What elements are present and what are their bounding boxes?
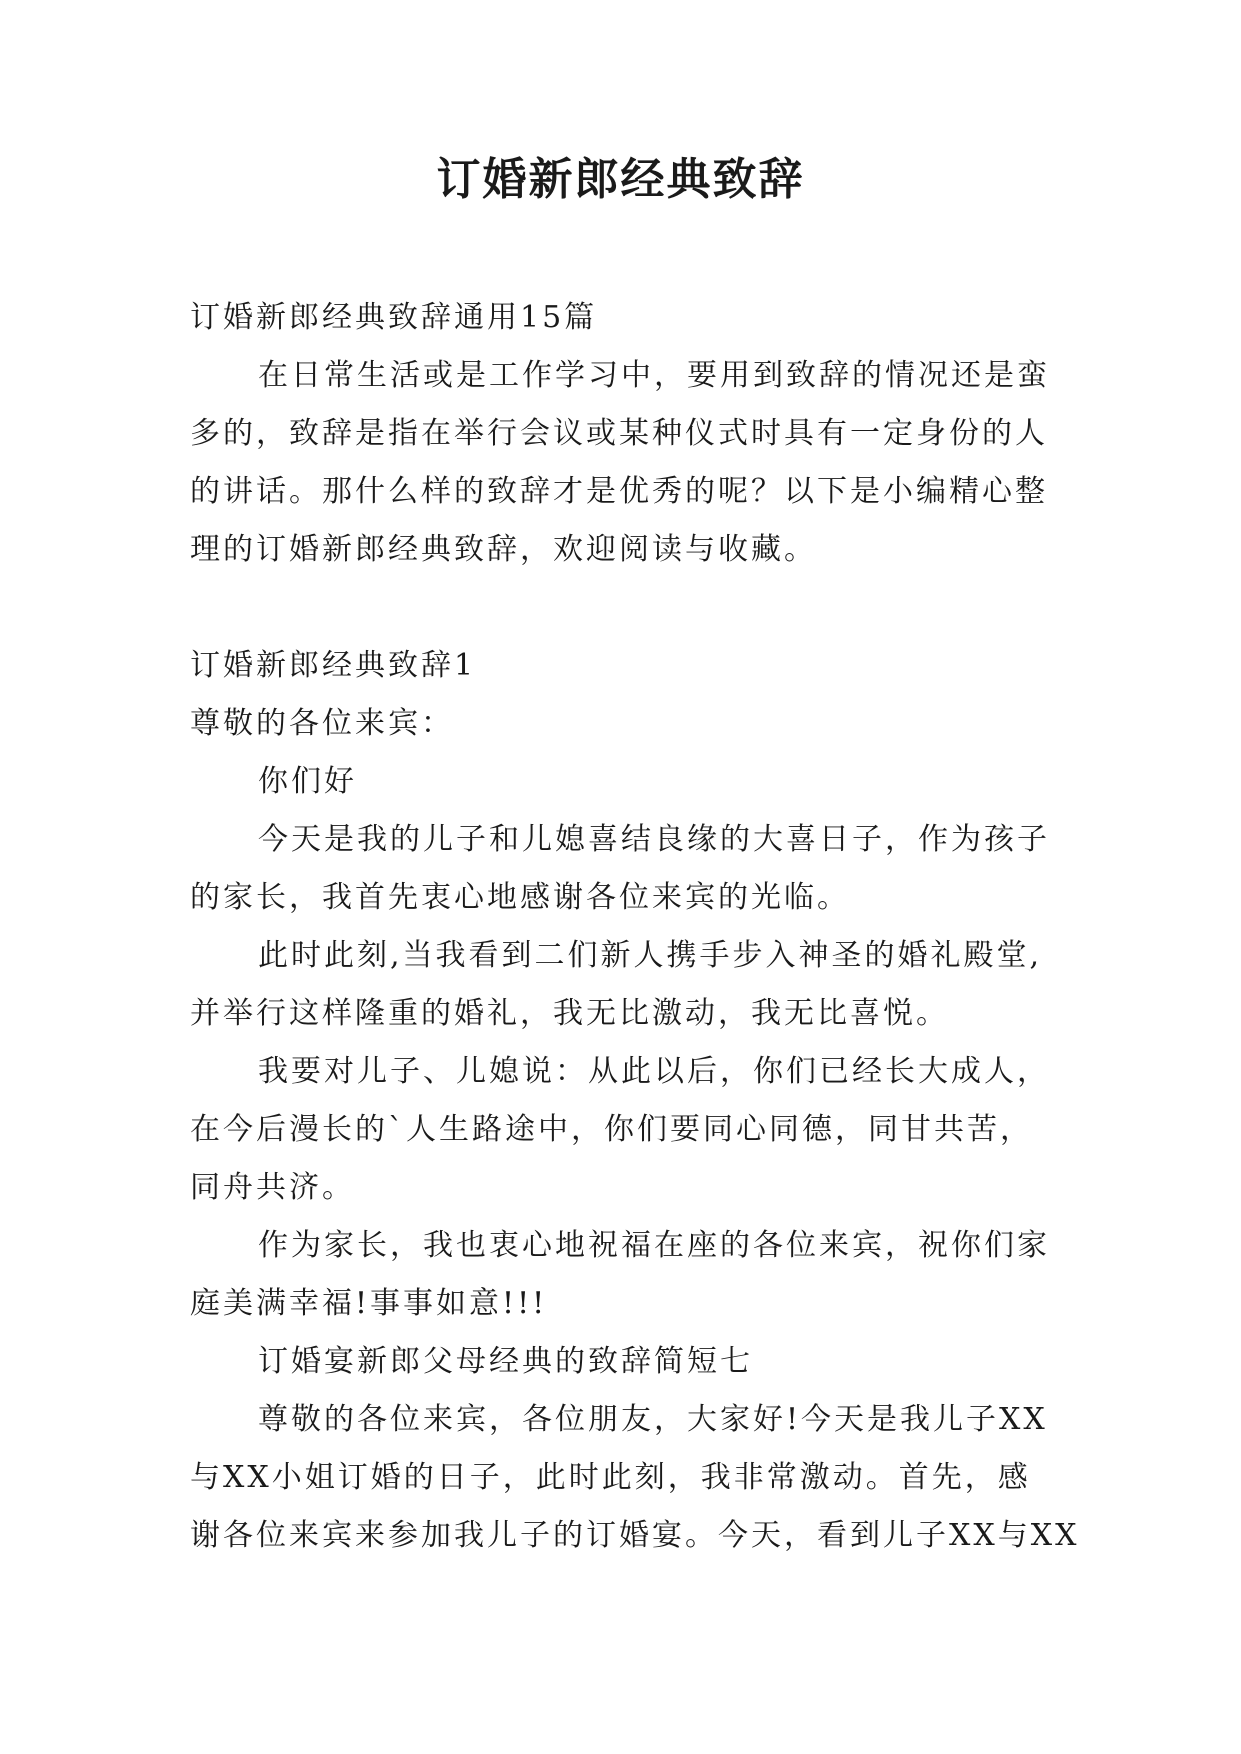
document-body [190, 289, 1080, 1565]
text-line: 的家长，我首先衷心地感谢各位来宾的光临。 [190, 880, 850, 915]
paragraph-spacer [190, 579, 1065, 637]
text-line: 我要对儿子、儿媳说：从此以后，你们已经长大成人， [258, 1054, 1050, 1089]
text-line: 理的订婚新郎经典致辞，欢迎阅读与收藏。 [190, 532, 817, 567]
page-title: 订婚新郎经典致辞 [436, 154, 805, 205]
text-line: 与XX小姐订婚的日子，此时此刻，我非常激动。首先，感 [190, 1460, 1031, 1495]
text-line: 今天是我的儿子和儿媳喜结良缘的大喜日子，作为孩子 [258, 822, 1050, 857]
text-line: 同舟共济。 [190, 1170, 355, 1205]
text-line: 作为家长，我也衷心地祝福在座的各位来宾，祝你们家 [258, 1228, 1050, 1263]
text-line: 的讲话。那什么样的致辞才是优秀的呢？以下是小编精心整 [190, 474, 1048, 509]
text-line: 订婚新郎经典致辞1 [190, 648, 477, 683]
text-line: 订婚新郎经典致辞通用15篇 [190, 300, 598, 335]
text-line: 订婚宴新郎父母经典的致辞简短七 [258, 1344, 753, 1379]
text-line: 庭美满幸福!事事如意!!! [190, 1286, 548, 1321]
text-line: 并举行这样隆重的婚礼，我无比激动，我无比喜悦。 [190, 996, 949, 1031]
text-line: 在日常生活或是工作学习中，要用到致辞的情况还是蛮 [258, 358, 1050, 393]
text-line: 你们好 [258, 764, 357, 799]
text-line: 多的，致辞是指在举行会议或某种仪式时具有一定身份的人 [190, 416, 1048, 451]
text-line: 尊敬的各位来宾： [190, 706, 454, 741]
text-line: 谢各位来宾来参加我儿子的订婚宴。今天，看到儿子XX与XX [190, 1518, 1080, 1553]
text-line: 在今后漫长的`人生路途中，你们要同心同德，同甘共苦， [190, 1112, 1033, 1147]
text-line: 此时此刻,当我看到二们新人携手步入神圣的婚礼殿堂, [258, 938, 1043, 973]
text-line: 尊敬的各位来宾，各位朋友，大家好!今天是我儿子XX [258, 1402, 1048, 1437]
